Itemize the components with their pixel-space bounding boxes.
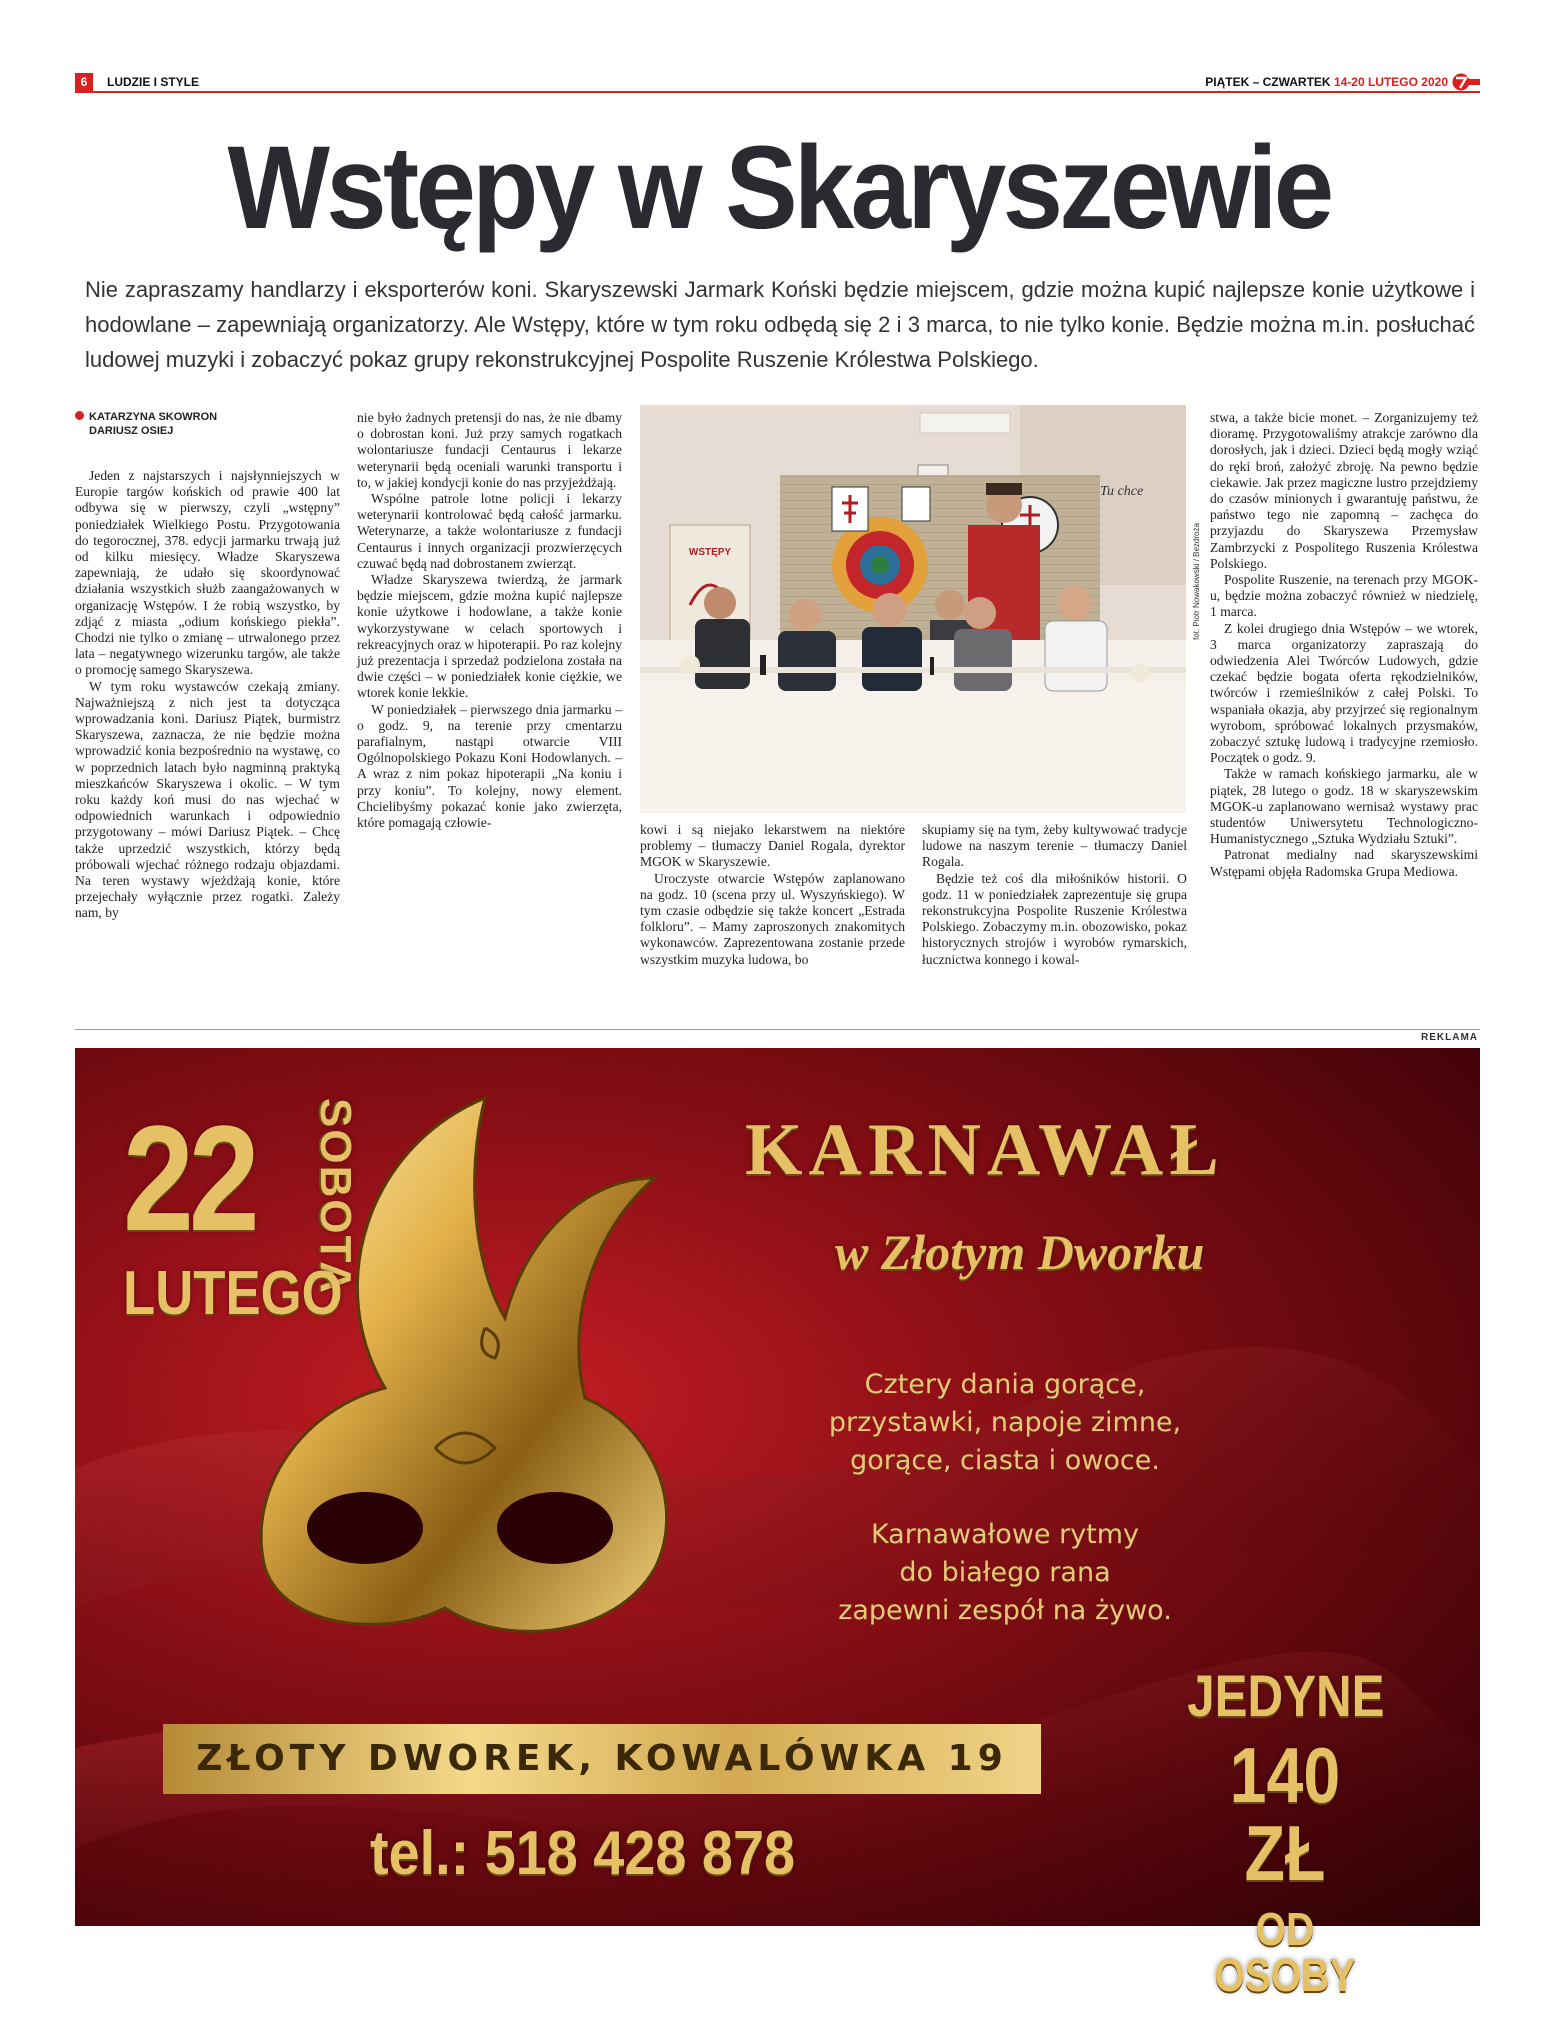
- paragraph: Będzie też coś dla miłośników historii. O godz. 11 w poniedziałek zaprezentuje się grupa rekonstrukcyjna Pospolite Ruszenie Królestwa Polskiego. Zobaczymy m.in. obozowisko, pokaz historycznych strojów i wyrobów rymarskich, łucznictwa konnego i kowal-: [922, 870, 1187, 967]
- paragraph: W tym roku wystawców czekają zmiany. Najważniejszą z nich jest ta dotycząca wprowadzania koni. Dariusz Piątek, burmistrz Skaryszewa, zaznacza, że nie będzie można wprowadzić konia bezpośrednio na wystawę, co w poprzednich latach było nagminną praktyką mieszkańców Skaryszewa i okolic. – W tym roku każdy koń musi do nas wjechać w odpowiednich warunkach i odpowiednio przygotowany – mówi Dariusz Piątek. – Chcę także uprzedzić wszystkich, którzy będą próbowali wjechać różnego rodzaju objazdami. Na teren wystawy wjeżdżają konie, które przejechały wyłącznie przez rogatki. Zależy nam, by: [75, 678, 340, 921]
- author-name: KATARZYNA SKOWRON: [89, 411, 218, 423]
- paragraph: skupiamy się na tym, żeby kultywować tradycje ludowe na naszym terenie – tłumaczy Daniel Rogala.: [922, 822, 1187, 870]
- ad-address: ZŁOTY DWOREK, KOWALÓWKA 19: [163, 1724, 1041, 1794]
- byline-bullet-icon: [75, 411, 84, 420]
- ad-music-line: do białego rana: [899, 1557, 1111, 1588]
- paragraph: Pospolite Ruszenie, na terenach przy MGOK-u, będzie można zobaczyć również w niedzielę, 1 marca.: [1210, 572, 1478, 620]
- paragraph: stwa, a także bicie monet. – Zorganizujemy też dioramę. Przygotowaliśmy atrakcje zarówno dla dorosłych, jak i dzieci. Dzieci będą mogły wziąć do ręki broń, założyć zbroję. Na pewno będzie ciekawie. Jak przez magiczne lustro przejdziemy do czasów minionych i gwarantuję państwu, że państwo tego nie zapomną – zachęca do przyjazdu do Skaryszewa Przemysław Zambrzycki z Pospolitego Ruszenia Królestwa Polskiego.: [1210, 410, 1478, 571]
- article-title: Wstępy w Skaryszewie: [227, 122, 1331, 254]
- paragraph: Jeden z najstarszych i najsłynniejszych w Europie targów końskich od prawie 400 lat odbywa się w pierwszy, czyli „wstępny” poniedziałek Wielkiego Postu. Przygotowania do tegorocznej, 378. edycji jarmarku trwają już od kilku miesięcy. Władze Skaryszewa zapewniają, że udało się skoordynować działania wszystkich służb zaangażowanych w organizację Wstępów. I że robią wszystko, by zdjąć z miasta „odium końskiego piekła”. Chodzi nie tylko o zmianę – utrwalonego przez lata – negatywnego wizerunku targów, ale także o promocję samego Skaryszewa.: [75, 468, 340, 678]
- svg-text:Tu chce: Tu chce: [1100, 484, 1144, 499]
- ad-menu-line: Cztery dania gorące,: [864, 1369, 1146, 1400]
- paragraph: Władze Skaryszewa twierdzą, że jarmark będzie miejscem, gdzie można kupić najlepsze konie użytkowe i hodowlane, a także konie wykorzystywane w celach sportowych i rekreacyjnych oraz w hipoterapii. Po raz kolejny już prezentacja i sprzedaż podzielona została na dwie części – w poniedziałek konie ciężkie, we wtorek konie lekkie.: [357, 572, 622, 701]
- svg-text:WSTĘPY: WSTĘPY: [688, 547, 732, 558]
- karnawal-advertisement: [75, 1048, 1480, 2001]
- ad-music-line: Karnawałowe rytmy: [870, 1519, 1140, 1550]
- ad-music-line: zapewni zespół na żywo.: [838, 1595, 1172, 1626]
- issue-date: [1205, 75, 1448, 89]
- article-column-4: [922, 822, 1187, 968]
- issue-date-prefix: PIĄTEK – CZWARTEK: [1205, 75, 1331, 89]
- ad-event-weekday: SOBOTA: [311, 1098, 360, 1295]
- paragraph: Także w ramach końskiego jarmarku, ale w piątek, 28 lutego o godz. 18 w skaryszewskim MGOK-u zaplanowano wernisaż wystawy prac studentów Uniwersytetu Technologiczno-Humanistycznego „Sztuka Wydziału Sztuki”.: [1210, 766, 1478, 847]
- paragraph: Z kolei drugiego dnia Wstępów – we wtorek, 3 marca organizatorzy zapraszają do odwiedzenia Alei Twórców Ludowych, gdzie czekać będzie bogata oferta rękodzielników, twórców i rzemieślników z całej Polski. To wspaniała okazja, aby przyjrzeć się regionalnym wyrobom, spróbować lokalnych przysmaków, zobaczyć sztukę ludową i tradycyjne rzemiosło. Początek o godz. 9.: [1210, 620, 1478, 766]
- ad-label: REKLAMA: [1421, 1032, 1478, 1043]
- section-name: LUDZIE I STYLE: [107, 75, 200, 89]
- golden-mask-icon: [185, 1068, 725, 1688]
- article-column-3: [640, 822, 905, 968]
- article-column-1: [75, 468, 340, 922]
- ad-event-day: 22: [123, 1094, 255, 1262]
- ad-subtitle: w Złotym Dworku: [835, 1224, 1205, 1280]
- ad-title: KARNAWAŁ: [745, 1109, 1225, 1191]
- page-number: 6: [75, 73, 93, 91]
- ad-music-description: [755, 1516, 1255, 1630]
- photo-credit: fot. Piotr Nowakowski / Bezdroża: [1192, 523, 1201, 640]
- ad-price: [1187, 1664, 1385, 2001]
- issue-date-range: 14-20 LUTEGO 2020: [1333, 75, 1448, 89]
- article-column-2: [357, 410, 622, 831]
- ad-divider: [75, 1029, 1480, 1030]
- paragraph: Wspólne patrole lotne policji i lekarzy weterynarii kontrolować będą całość jarmarku. Weterynarze, a także wolontariusze z fundacji Centaurus i innych organizacji prozwierzęcych czuwać będą nad dobrostanem zwierząt.: [357, 491, 622, 571]
- ad-price-amount: 140 ZŁ: [1229, 1731, 1341, 1897]
- paragraph: W poniedziałek – pierwszego dnia jarmarku – o godz. 9, na terenie przy cmentarzu parafialnym, nastąpi otwarcie VIII Ogólnopolskiego Pokazu Koni Hodowlanych. – A wraz z nim pokaz hipoterapii „Na koniu i przy koniu”. To kolejny, nowy element. Chcielibyśmy pokazać konie jako zwierzęta, które pomagają człowie-: [357, 701, 622, 831]
- ad-phone: tel.: 518 428 878: [370, 1819, 796, 1888]
- ad-menu-line: przystawki, napoje zimne,: [828, 1407, 1182, 1438]
- paragraph: kowi i są niejako lekarstwem na niektóre problemy – tłumaczy Daniel Rogala, dyrektor MGOK w Skaryszewie.: [640, 822, 905, 870]
- newspaper-logo-icon: [1452, 73, 1480, 91]
- press-conference-photo: [640, 405, 1186, 813]
- ad-menu-line: gorące, ciasta i owoce.: [850, 1445, 1160, 1476]
- ad-price-line: OD OSOBY: [1214, 1903, 1356, 2001]
- ad-event-month: LUTEGO: [123, 1259, 343, 1328]
- byline: [75, 410, 217, 438]
- paragraph: Patronat medialny nad skaryszewskimi Wstępami objęła Radomska Grupa Mediowa.: [1210, 847, 1478, 879]
- page-header: [75, 73, 1480, 93]
- article-column-5: [1210, 410, 1478, 880]
- paragraph: nie było żadnych pretensji do nas, że nie dbamy o dobrostan koni. Już przy samych rogatkach wolontariusze fundacji Centaurus i lekarze weterynarii będą oceniali warunki transportu i to, w jakiej kondycji konie do nas przyjeżdżają.: [357, 410, 622, 490]
- ad-price-line: JEDYNE: [1187, 1664, 1385, 1729]
- author-name: DARIUSZ OSIEJ: [89, 425, 174, 437]
- paragraph: Uroczyste otwarcie Wstępów zaplanowano na godz. 10 (scena przy ul. Wyszyńskiego). W tym czasie odbędzie się także koncert „Estrada folkloru”. – Mamy zaproszonych znakomitych wykonawców. Zaprezentowana zostanie przede wszystkim muzyka ludowa, bo: [640, 870, 905, 967]
- article-lead: Nie zapraszamy handlarzy i eksporterów koni. Skaryszewski Jarmark Koński będzie miejscem, gdzie można kupić najlepsze konie użytkowe i hodowlane – zapewniają organizatorzy. Ale Wstępy, które w tym roku odbędą się 2 i 3 marca, to nie tylko konie. Będzie można m.in. posłuchać ludowej muzyki i zobaczyć pokaz grupy rekonstrukcyjnej Pospolite Ruszenie Królestwa Polskiego.: [85, 277, 1475, 372]
- ad-menu-description: [755, 1366, 1255, 1480]
